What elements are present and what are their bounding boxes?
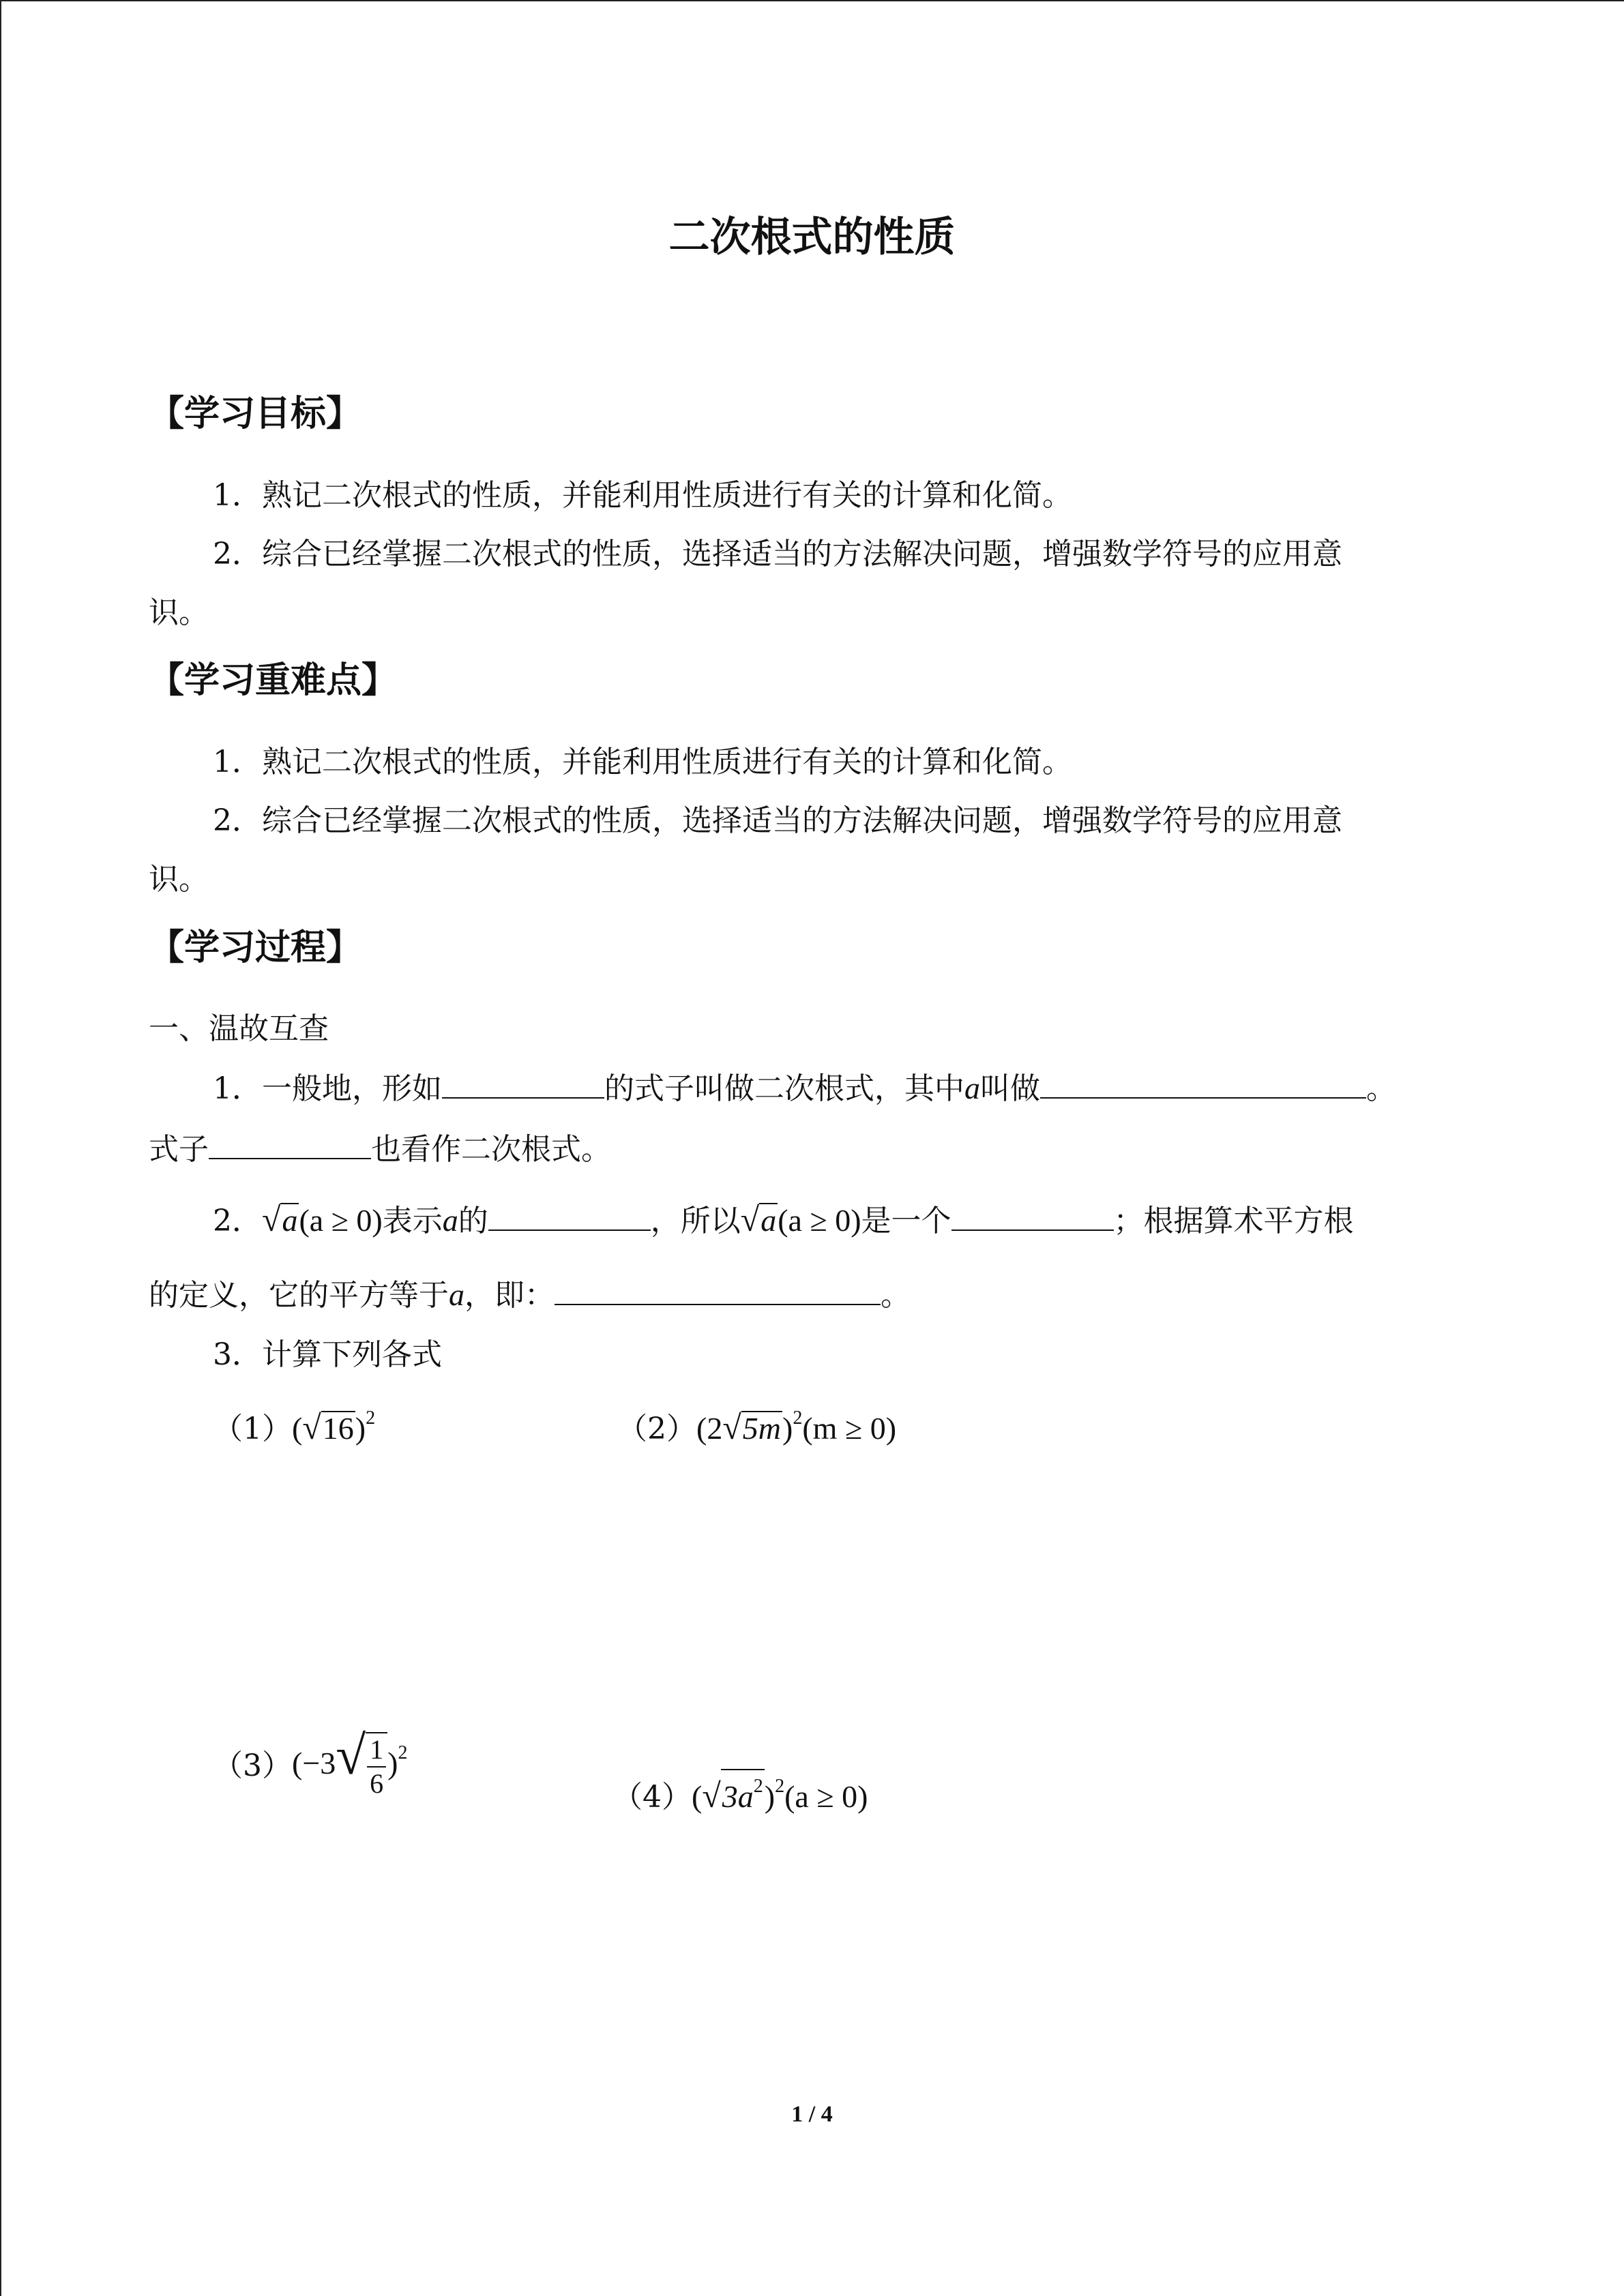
question-1-line-2 [149, 1128, 611, 1170]
q3-part-4 [612, 1766, 868, 1818]
q2-line2-end: 。 [881, 1278, 911, 1313]
q3-part-3 [213, 1725, 408, 1800]
q2-text-is-a: 是一个 [861, 1204, 951, 1238]
q2-sqrt-a-expr-2: √a(a ≥ 0) [740, 1200, 861, 1238]
q2-text-so: ，所以 [650, 1204, 741, 1238]
q3-part-4-label: （4） [612, 1780, 692, 1815]
q3-part-1 [213, 1398, 375, 1450]
review-subheading: 一、温故互查 [149, 1011, 329, 1046]
q3-part-2 [617, 1398, 896, 1450]
q1-var-a: a [964, 1071, 980, 1105]
q3-part-2-label: （2） [617, 1412, 696, 1446]
page-title: 二次根式的性质 [668, 213, 956, 261]
goals-item-2-cont: 识。 [149, 595, 209, 630]
q2-line2-var-a: a [449, 1277, 464, 1312]
question-2-line-2 [149, 1274, 911, 1316]
q2-sqrt-a-expr-1: √a(a ≥ 0) [262, 1200, 383, 1238]
q2-var-a: a [442, 1203, 458, 1238]
q3-part-2-expression: $(2√5m)^2(m \ge 0)$ [696, 1407, 897, 1446]
q1-mid: 的式子叫做二次根式，其中 [604, 1071, 964, 1106]
question-2-line-1 [213, 1199, 1354, 1242]
q1-prefix: 1．一般地，形如 [213, 1071, 442, 1106]
q2-blank-1[interactable] [488, 1199, 651, 1231]
q3-part-3-expression: (−3√ $\frac{1}{6}$ )$^2$ [292, 1725, 408, 1799]
goals-heading: 【学习目标】 [149, 393, 362, 434]
q2-line2-prefix: 的定义，它的平方等于 [149, 1278, 449, 1313]
q3-part-1-expression: $(√16)^2$ [292, 1407, 376, 1446]
q2-blank-2[interactable] [951, 1199, 1114, 1231]
q1-line2-prefix: 式子 [149, 1132, 209, 1167]
process-heading: 【学习过程】 [149, 927, 362, 968]
q1-mid2: 叫做 [980, 1071, 1040, 1106]
q1-blank-form[interactable] [442, 1067, 604, 1099]
q1-blank-expression[interactable] [209, 1128, 371, 1159]
goals-item-2: 2．综合已经掌握二次根式的性质，选择适当的方法解决问题，增强数学符号的应用意 [213, 537, 1342, 571]
q3-part-4-expression: $(√3a^2)^2(a \ge 0)$ [692, 1779, 868, 1814]
q3-part-1-label: （1） [213, 1412, 292, 1446]
page-number: 1 / 4 [791, 2102, 833, 2127]
q2-text-of: 的 [458, 1204, 488, 1238]
q2-text-definition: ；根据算术平方根 [1113, 1204, 1354, 1238]
q2-number: 2． [213, 1204, 262, 1238]
keypoints-item-2-cont: 识。 [149, 862, 209, 897]
q1-line2-end: 也看作二次根式。 [371, 1132, 611, 1167]
q2-blank-3[interactable] [555, 1274, 881, 1305]
q2-line2-mid: ，即： [464, 1278, 555, 1313]
q2-text-represents: 表示 [382, 1204, 443, 1238]
q1-end: 。 [1366, 1071, 1396, 1106]
question-3-heading: 3．计算下列各式 [213, 1337, 442, 1372]
keypoints-heading: 【学习重难点】 [149, 660, 398, 701]
q3-part-3-label: （3） [213, 1748, 292, 1783]
question-1-line-1 [213, 1067, 1396, 1109]
goals-item-1: 1．熟记二次根式的性质，并能利用性质进行有关的计算和化简。 [213, 478, 1072, 513]
keypoints-item-1: 1．熟记二次根式的性质，并能利用性质进行有关的计算和化简。 [213, 745, 1072, 779]
q1-blank-a-name[interactable] [1040, 1067, 1366, 1099]
keypoints-item-2: 2．综合已经掌握二次根式的性质，选择适当的方法解决问题，增强数学符号的应用意 [213, 803, 1342, 838]
